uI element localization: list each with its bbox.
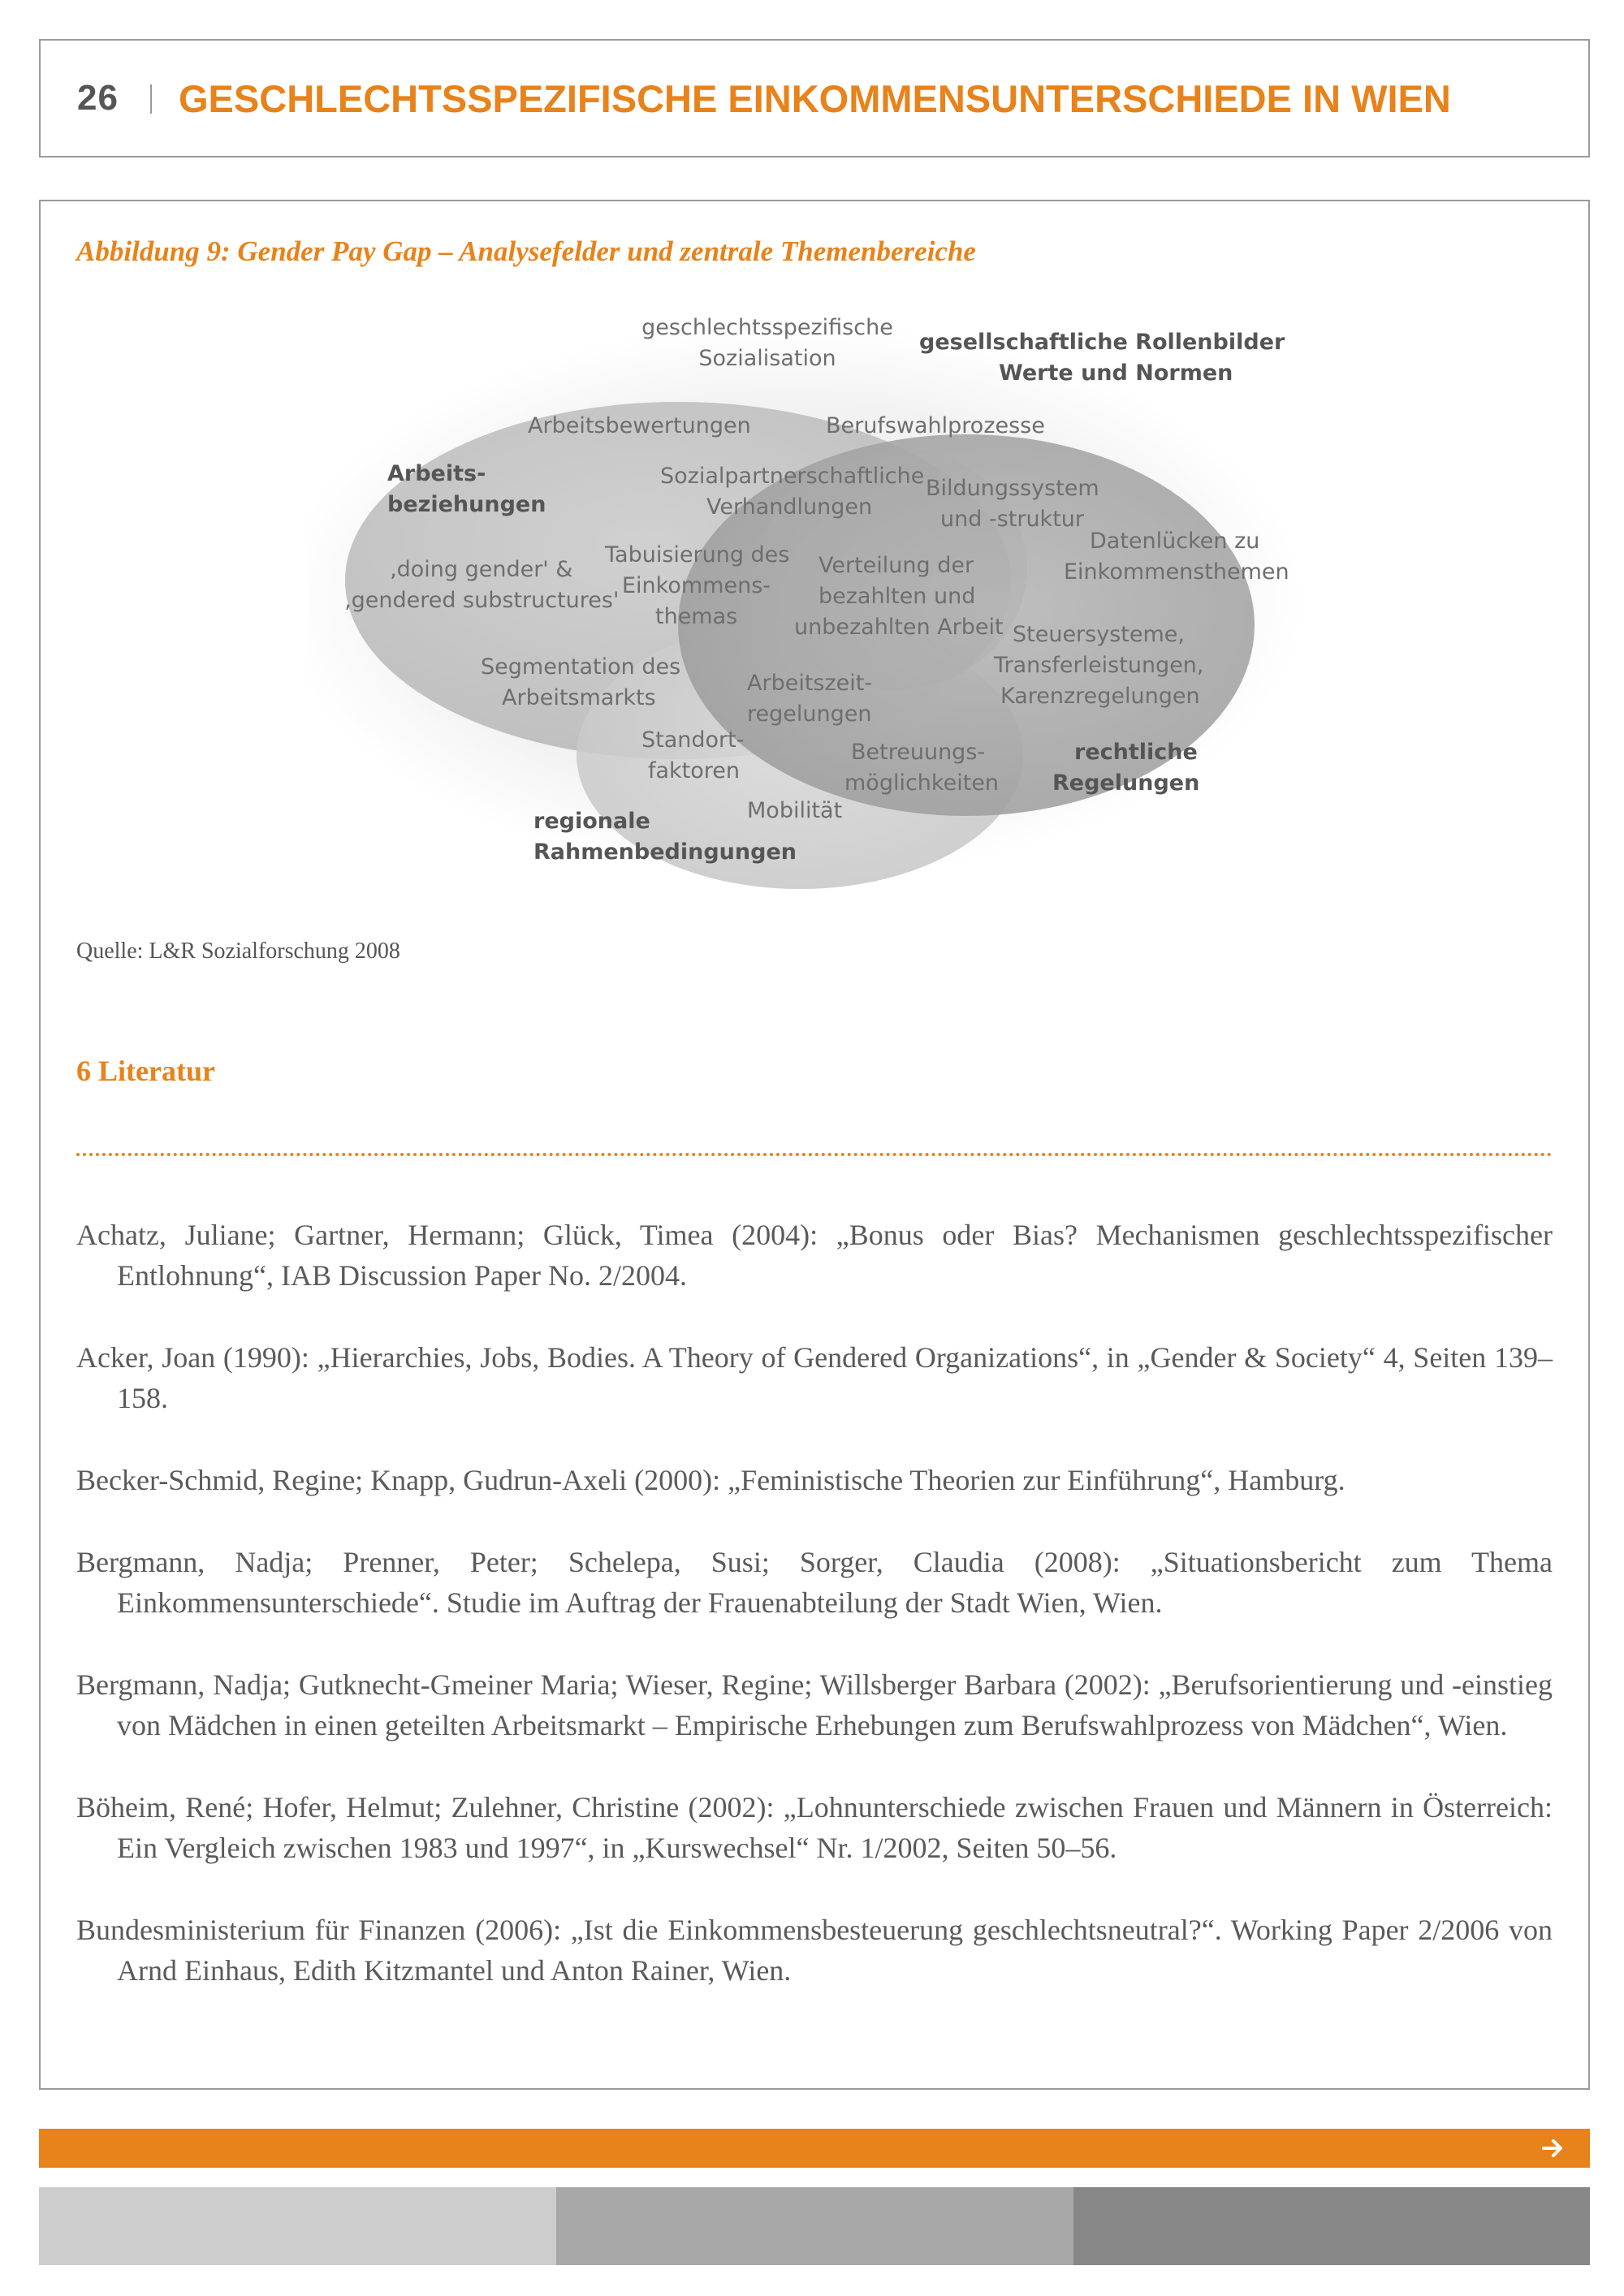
reference-entry: Bundesministerium für Finanzen (2006): „Ist die Einkommensbesteuerung geschlechtsneutral?“. Working Paper 2/2006 von Arnd Einhaus, Edith Kitzmantel und Anton Rainer, Wien. — [76, 1914, 1553, 1987]
label-verteilung-1: Verteilung der — [818, 553, 974, 578]
label-regional-2: Rahmenbedingungen — [533, 839, 797, 865]
label-steuer-1: Steuersysteme, — [1013, 622, 1185, 647]
gender-pay-gap-diagram — [309, 300, 1315, 926]
label-steuer-2: Transferleistungen, — [994, 653, 1204, 678]
label-sozialpartner-2: Verhandlungen — [706, 494, 873, 520]
label-standort-2: faktoren — [648, 758, 741, 783]
label-tabuisierung-1: Tabuisierung des — [605, 542, 790, 568]
label-verteilung-3: unbezahlten Arbeit — [794, 615, 1004, 640]
label-arbeitszeit-2: regelungen — [747, 701, 872, 727]
label-rollenbilder-1: gesellschaftliche Rollenbilder — [919, 330, 1285, 355]
label-tabuisierung-2: Einkommens- — [622, 573, 771, 598]
label-arbeitszeit-1: Arbeitszeit- — [747, 671, 873, 696]
label-sozialisation-2: Sozialisation — [698, 346, 836, 371]
label-segmentation-1: Segmentation des — [481, 654, 681, 680]
reference-entry: Bergmann, Nadja; Gutknecht-Gmeiner Maria; Wieser, Regine; Willsberger Barbara (2002): „Berufsorientierung und -einstieg von Mädchen in einen geteilten Arbeitsmarkt – Empirische Erhebungen zum Berufswahlprozess von Mädchen“, Wien. — [76, 1668, 1553, 1741]
label-betreuung-2: möglichkeiten — [844, 770, 1000, 796]
label-bildung-2: und -struktur — [940, 507, 1084, 532]
section-divider — [76, 1153, 1553, 1156]
label-arbeitsbewertungen: Arbeitsbewertungen — [528, 413, 751, 438]
reference-list — [76, 1215, 1553, 2032]
label-verteilung-2: bezahlten und — [818, 584, 976, 609]
footer-accent-bar — [39, 2129, 1590, 2168]
reference-entry: Achatz, Juliane; Gartner, Hermann; Glück, Timea (2004): „Bonus oder Bias? Mechanismen geschlechtsspezifischer Entlohnung“, IAB Discussion Paper No. 2/2004. — [76, 1219, 1553, 1292]
label-doing-gender-2: ‚gendered substructures' — [344, 588, 620, 613]
reference-entry: Böheim, René; Hofer, Helmut; Zulehner, Christine (2002): „Lohnunterschiede zwischen Frauen und Männern in Österreich: Ein Vergleich zwischen 1983 und 1997“, in „Kurswechsel“ Nr. 1/2002, Seiten 50–56. — [76, 1791, 1553, 1864]
label-berufswahlprozesse: Berufswahlprozesse — [826, 413, 1045, 438]
label-sozialisation-1: geschlechtsspezifische — [641, 315, 893, 340]
label-standort-1: Standort- — [641, 727, 745, 753]
label-arbeitsbeziehungen-2: beziehungen — [387, 492, 546, 517]
label-rechtliche-1: rechtliche — [1074, 740, 1198, 765]
reference-entry: Bergmann, Nadja; Prenner, Peter; Schelepa, Susi; Sorger, Claudia (2008): „Situationsbericht zum Thema Einkommensunterschiede“. Studie im Auftrag der Frauenabteilung der Stadt Wien, Wien. — [76, 1546, 1553, 1619]
page-number: 26 — [77, 78, 119, 118]
label-betreuung-1: Betreuungs- — [851, 740, 986, 765]
label-rollenbilder-2: Werte und Normen — [999, 360, 1233, 386]
label-sozialpartner-1: Sozialpartnerschaftliche — [660, 464, 925, 489]
label-bildung-1: Bildungssystem — [926, 476, 1099, 501]
label-doing-gender-1: ‚doing gender' & — [390, 557, 573, 582]
label-regional-1: regionale — [533, 809, 650, 834]
section-heading: 6 Literatur — [76, 1055, 215, 1087]
reference-entry: Becker-Schmid, Regine; Knapp, Gudrun-Axeli (2000): „Feministische Theorien zur Einführung“, Hamburg. — [76, 1464, 1345, 1496]
footer-bar-mid — [556, 2187, 1073, 2265]
footer-bar-dark — [1073, 2187, 1590, 2265]
label-mobilitaet: Mobilität — [747, 798, 843, 823]
label-tabuisierung-3: themas — [655, 604, 738, 629]
page-header — [39, 39, 1590, 158]
header-divider — [150, 84, 152, 114]
footer-bar-light — [39, 2187, 556, 2265]
running-title: GESCHLECHTSSPEZIFISCHE EINKOMMENSUNTERSCHIEDE IN WIEN — [179, 77, 1451, 120]
label-steuer-3: Karenzregelungen — [1000, 684, 1200, 709]
figure-source: Quelle: L&R Sozialforschung 2008 — [76, 939, 400, 964]
label-datenluecken-1: Datenlücken zu — [1090, 529, 1260, 554]
reference-entry: Acker, Joan (1990): „Hierarchies, Jobs, Bodies. A Theory of Gendered Organizations“, in „Gender & Society“ 4, Seiten 139–158. — [76, 1341, 1553, 1414]
label-datenluecken-2: Einkommensthemen — [1064, 559, 1289, 585]
figure-caption: Abbildung 9: Gender Pay Gap – Analysefelder und zentrale Themenbereiche — [76, 235, 976, 267]
label-arbeitsbeziehungen-1: Arbeits- — [387, 461, 486, 486]
arrow-right-icon[interactable] — [1541, 2136, 1566, 2160]
label-segmentation-2: Arbeitsmarkts — [502, 685, 656, 710]
label-rechtliche-2: Regelungen — [1052, 770, 1200, 796]
